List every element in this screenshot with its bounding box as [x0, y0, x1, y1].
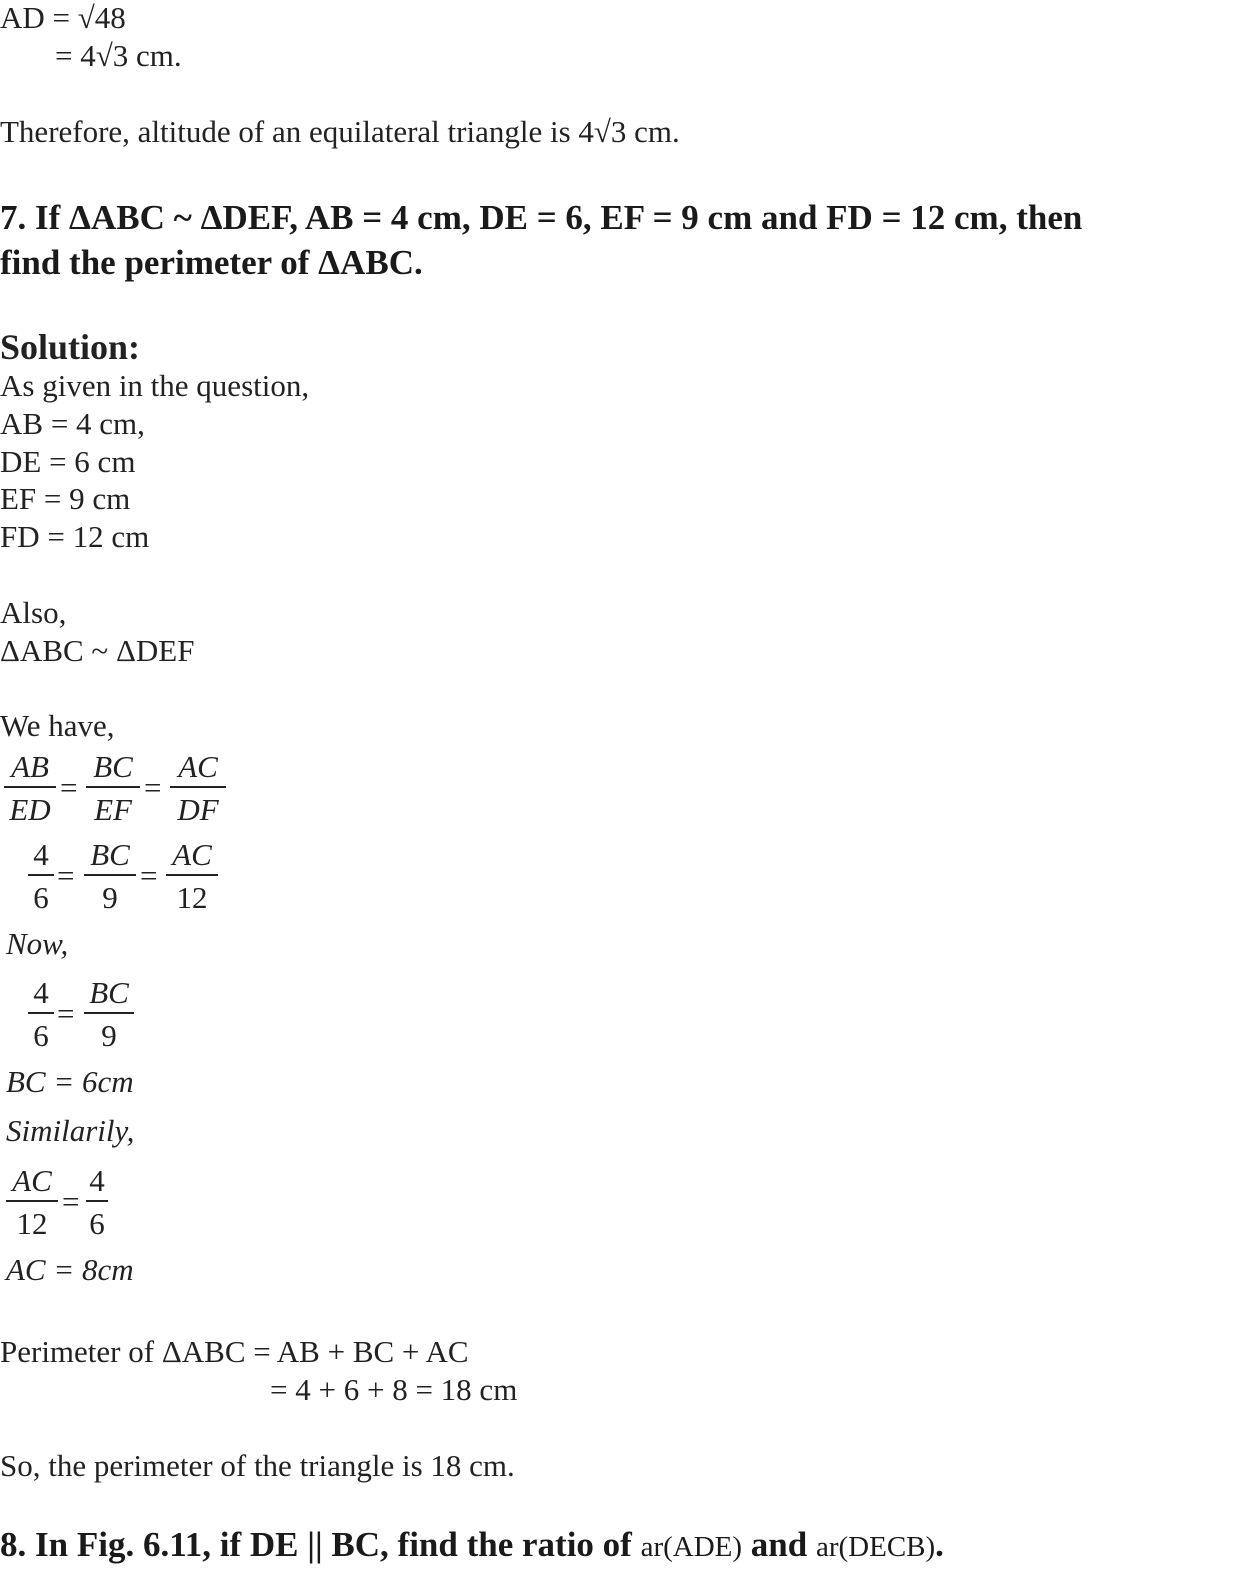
fraction-numerator: AC: [172, 837, 212, 872]
also-line: Also,: [0, 595, 67, 630]
fraction-denominator: 6: [33, 880, 49, 915]
ef-value: EF = 9 cm: [0, 481, 131, 516]
question-8: [0, 1523, 944, 1569]
similarly-line: Similarily,: [6, 1113, 135, 1148]
equals-sign: =: [57, 858, 75, 893]
fraction-4-6: [28, 836, 54, 916]
fraction-ac-12: [166, 836, 218, 916]
question-8-text: 8. In Fig. 6.11, if DE || BC, find the ratio of: [0, 1525, 632, 1564]
perimeter-line-2: = 4 + 6 + 8 = 18 cm: [270, 1372, 518, 1407]
de-value: DE = 6 cm: [0, 444, 136, 479]
area-ade: ar(ADE): [640, 1531, 743, 1563]
fraction-numerator: 4: [33, 837, 49, 872]
ad-line-1: AD = √48: [0, 0, 126, 35]
fraction-numerator: BC: [90, 837, 130, 872]
fraction-ac-df: [170, 748, 226, 828]
fraction-numerator: AB: [11, 749, 49, 784]
fraction-denominator: ED: [9, 792, 51, 827]
fraction-denominator: 6: [89, 1206, 105, 1241]
similarity-line: ΔABC ~ ΔDEF: [0, 633, 195, 668]
ac-result: AC = 8cm: [6, 1252, 134, 1287]
fraction-4-6: [28, 974, 54, 1054]
therefore-line: Therefore, altitude of an equilateral triangle is 4√3 cm.: [0, 114, 680, 149]
fraction-numerator: BC: [89, 975, 129, 1010]
fraction-ac-12: [6, 1162, 58, 1242]
equals-sign: =: [144, 770, 162, 805]
given-line: As given in the question,: [0, 368, 310, 403]
equals-sign: =: [57, 996, 75, 1031]
fraction-numerator: AC: [12, 1163, 52, 1198]
fraction-bc-ef: [86, 748, 140, 828]
fraction-numerator: 4: [89, 1163, 105, 1198]
question-8-period: .: [935, 1525, 944, 1564]
fraction-denominator: EF: [94, 792, 132, 827]
question-8-and: and: [750, 1525, 808, 1564]
fraction-bc-9: [84, 836, 136, 916]
perimeter-line-1: Perimeter of ΔABC = AB + BC + AC: [0, 1334, 469, 1369]
fraction-denominator: 9: [102, 880, 118, 915]
area-decb: ar(DECB): [815, 1531, 936, 1563]
fraction-bc-9: [84, 974, 134, 1054]
fraction-numerator: 4: [33, 975, 49, 1010]
fraction-denominator: 9: [101, 1018, 117, 1053]
fd-value: FD = 12 cm: [0, 519, 150, 554]
fraction-denominator: 12: [176, 880, 208, 915]
fraction-denominator: 6: [33, 1018, 49, 1053]
fraction-numerator: BC: [93, 749, 133, 784]
fraction-ab-ed: [4, 748, 56, 828]
we-have-line: We have,: [0, 708, 115, 743]
now-line: Now,: [6, 926, 69, 961]
question-7-line-1: 7. If ΔABC ~ ΔDEF, AB = 4 cm, DE = 6, EF = 9 cm and FD = 12 cm, then: [0, 198, 1083, 237]
conclusion-line: So, the perimeter of the triangle is 18 cm.: [0, 1448, 515, 1483]
ab-value: AB = 4 cm,: [0, 406, 145, 441]
ad-line-2: = 4√3 cm.: [55, 38, 182, 73]
equals-sign: =: [62, 1184, 80, 1219]
bc-result: BC = 6cm: [6, 1064, 134, 1099]
fraction-denominator: DF: [177, 792, 219, 827]
question-7-line-2: find the perimeter of ΔABC.: [0, 243, 423, 282]
fraction-4-6: [86, 1162, 108, 1242]
fraction-numerator: AC: [178, 749, 218, 784]
equals-sign: =: [140, 858, 158, 893]
fraction-denominator: 12: [16, 1206, 48, 1241]
equals-sign: =: [60, 770, 78, 805]
solution-heading: Solution:: [0, 327, 141, 367]
